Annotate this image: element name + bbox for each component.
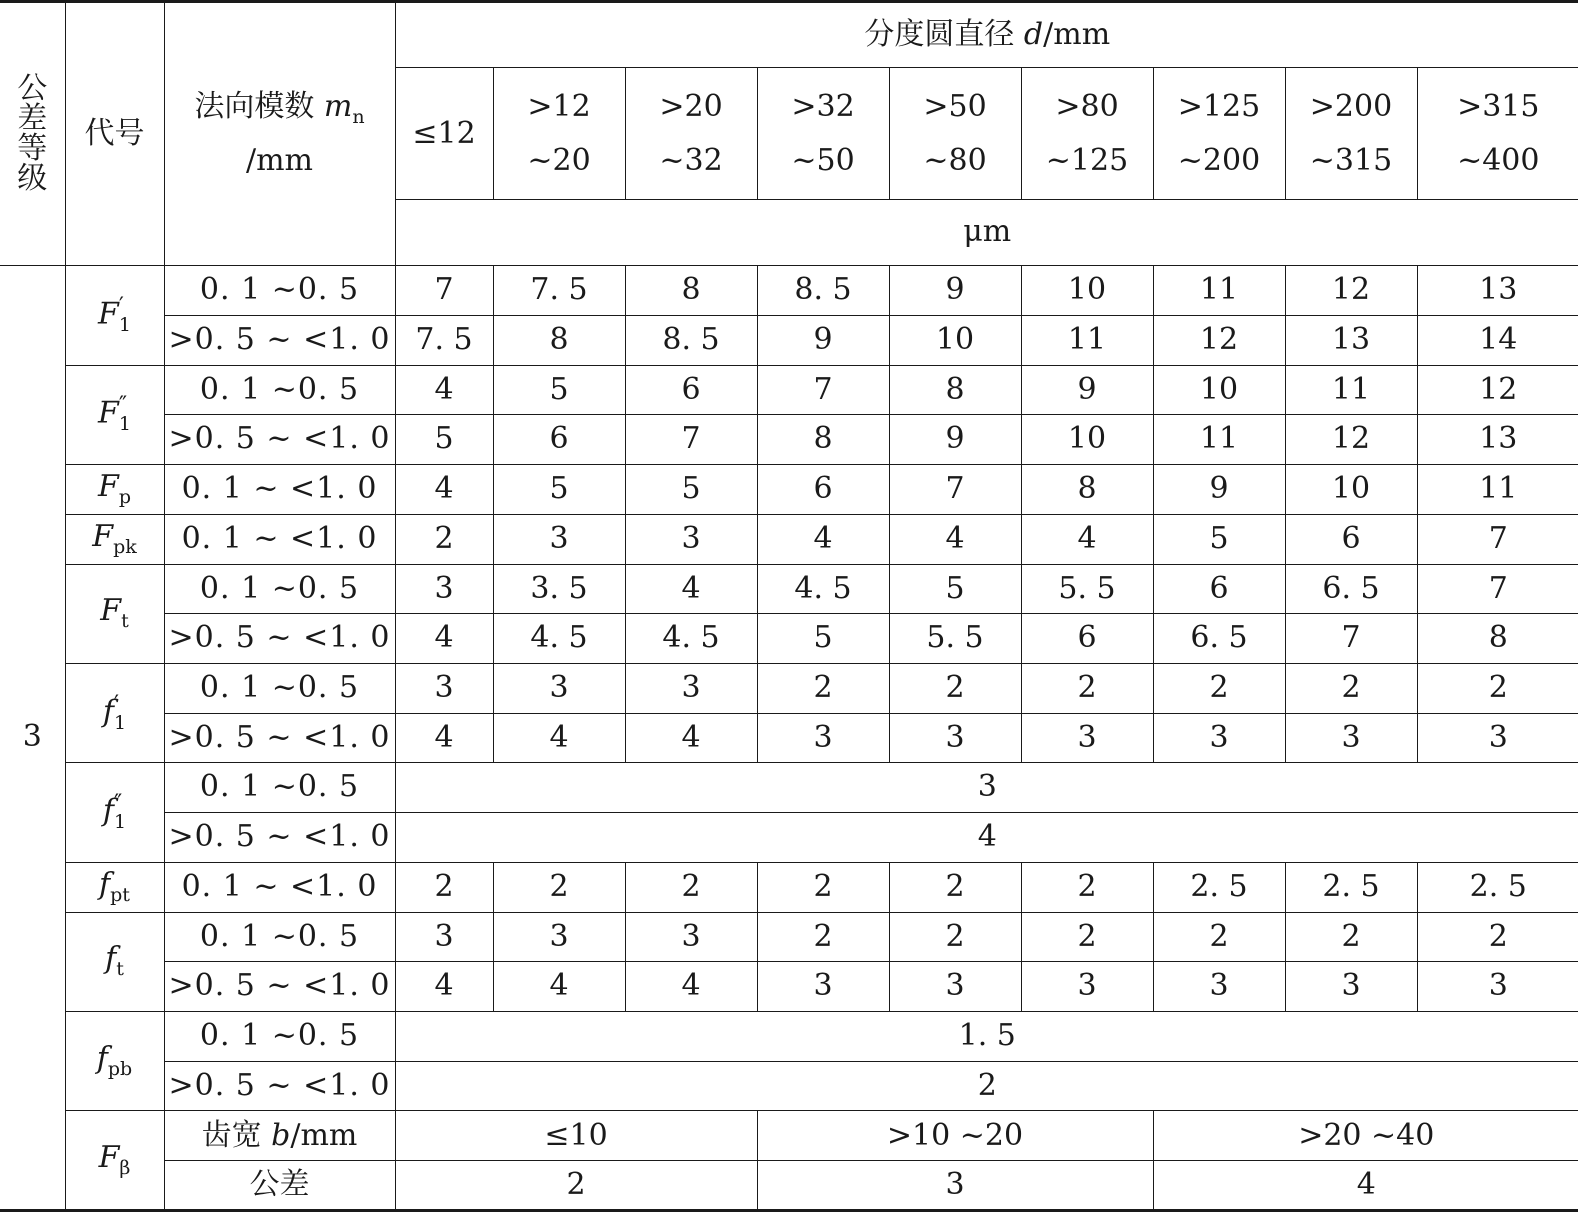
tolerance-value: 8 (493, 315, 625, 365)
tolerance-value: 3 (1153, 713, 1285, 763)
unit-row: μm (395, 199, 1578, 265)
tolerance-value: 2 (889, 912, 1021, 962)
diameter-range-lower: >32 (791, 88, 855, 124)
tolerance-value: 8 (889, 365, 1021, 415)
symbol-fpt (65, 862, 164, 912)
table-row (0, 912, 1578, 962)
tolerance-value: 4 (395, 614, 493, 664)
symbol-subscript: 1 (114, 711, 127, 734)
tolerance-value: 2. 5 (1285, 862, 1417, 912)
module-range: 0. 1 ~0. 5 (164, 912, 395, 962)
tolerance-value: 2. 5 (1417, 862, 1578, 912)
tolerance-value: 5. 5 (1021, 564, 1153, 614)
module-range: >0. 5 ~ <1. 0 (164, 1061, 395, 1111)
table-row (0, 713, 1578, 763)
module-range: >0. 5 ~ <1. 0 (164, 962, 395, 1012)
grade-header-char: 级 (17, 161, 48, 197)
module-range: >0. 5 ~ <1. 0 (164, 713, 395, 763)
tolerance-value: 6. 5 (1153, 614, 1285, 664)
diameter-range-upper: ~200 (1177, 142, 1261, 178)
tolerance-value: 11 (1021, 315, 1153, 365)
tolerance-value: 2 (395, 514, 493, 564)
module-range: 0. 1 ~0. 5 (164, 763, 395, 813)
symbol-Fb (65, 1111, 164, 1211)
symbol-subscript: pk (113, 535, 137, 558)
tolerance-value: 2 (757, 912, 889, 962)
symbol-subscript: t (121, 610, 129, 633)
module-range: 0. 1 ~0. 5 (164, 266, 395, 316)
symbol-base: f (96, 1040, 108, 1076)
tolerance-value: 12 (1285, 415, 1417, 465)
tolerance-value: 3 (889, 713, 1021, 763)
symbol-fpb (65, 1011, 164, 1110)
diameter-range-upper: ~20 (527, 142, 591, 178)
tolerance-value: 7 (889, 465, 1021, 515)
tolerance-value: 5 (889, 564, 1021, 614)
tolerance-value-merged: 4 (395, 813, 1578, 863)
table-row (0, 862, 1578, 912)
tolerance-value: 3 (625, 514, 757, 564)
tolerance-value: 3 (1021, 962, 1153, 1012)
tolerance-value: 3 (395, 564, 493, 614)
tolerance-value: 4 (625, 713, 757, 763)
tolerance-value: 2 (889, 862, 1021, 912)
tolerance-value: 13 (1417, 266, 1578, 316)
tolerance-value: 5 (395, 415, 493, 465)
tolerance-value: 7. 5 (395, 315, 493, 365)
diameter-range-lower: >315 (1457, 88, 1540, 124)
tolerance-value: 8. 5 (757, 266, 889, 316)
tolerance-value: 7 (1285, 614, 1417, 664)
tolerance-value: 3 (889, 962, 1021, 1012)
symbol-F1pp (65, 365, 164, 464)
tolerance-value: 2 (1285, 663, 1417, 713)
table-row (0, 1061, 1578, 1111)
face-width-range: >20 ~40 (1153, 1111, 1578, 1161)
tolerance-value: 6 (625, 365, 757, 415)
module-unit: /mm (245, 143, 313, 179)
helix-width-row (0, 1111, 1578, 1161)
tolerance-value: 6 (493, 415, 625, 465)
diameter-range-upper: ~315 (1309, 142, 1393, 178)
table-row (0, 415, 1578, 465)
diameter-range-lower: >80 (1055, 88, 1119, 124)
symbol-Ft (65, 564, 164, 663)
tolerance-value: 3 (1285, 962, 1417, 1012)
tolerance-value: 4. 5 (625, 614, 757, 664)
module-range: >0. 5 ~ <1. 0 (164, 315, 395, 365)
diameter-range-lower: >200 (1309, 88, 1393, 124)
tolerance-value: 3 (1021, 713, 1153, 763)
symbol-base: f (99, 866, 111, 902)
tolerance-value: 2 (1417, 663, 1578, 713)
symbol-subscript: β (119, 1156, 131, 1179)
tolerance-value-merged: 1. 5 (395, 1011, 1578, 1061)
symbol-ft (65, 912, 164, 1011)
tolerance-value: 9 (757, 315, 889, 365)
tolerance-value: 3 (1417, 713, 1578, 763)
tolerance-value: 3 (625, 912, 757, 962)
tolerance-value: 6. 5 (1285, 564, 1417, 614)
face-width-unit: /mm (290, 1117, 358, 1153)
helix-tolerance-value: 2 (395, 1161, 757, 1211)
module-range: >0. 5 ~ <1. 0 (164, 813, 395, 863)
table-row (0, 614, 1578, 664)
tolerance-value: 5 (493, 365, 625, 415)
table-row (0, 266, 1578, 316)
symbol-base: F (98, 296, 119, 332)
diameter-range-0 (395, 68, 493, 200)
tolerance-value: 9 (889, 266, 1021, 316)
tolerance-label: 公差 (164, 1161, 395, 1211)
table-row (0, 514, 1578, 564)
tolerance-value: 6 (1021, 614, 1153, 664)
tolerance-value: 2 (1153, 663, 1285, 713)
diameter-unit: /mm (1043, 16, 1111, 52)
table-row (0, 962, 1578, 1012)
diameter-range-5 (1021, 68, 1153, 200)
diameter-range-upper: ~50 (791, 142, 855, 178)
module-range: 0. 1 ~0. 5 (164, 663, 395, 713)
diameter-header (395, 2, 1578, 68)
symbol-prime: ″ (118, 393, 128, 419)
diameter-range-lower: ≤12 (412, 115, 476, 151)
tolerance-value: 4. 5 (493, 614, 625, 664)
tolerance-value: 2 (625, 862, 757, 912)
helix-tolerance-value: 3 (757, 1161, 1153, 1211)
symbol-base: f (102, 694, 114, 730)
tolerance-value: 3 (757, 713, 889, 763)
symbol-f1p (65, 663, 164, 762)
symbol-subscript: 1 (118, 413, 131, 436)
tolerance-value: 4 (625, 962, 757, 1012)
symbol-base: f (105, 941, 117, 977)
grade-header-char: 差 (17, 101, 48, 137)
diameter-range-2 (625, 68, 757, 200)
table-row (0, 365, 1578, 415)
tolerance-value: 12 (1417, 365, 1578, 415)
module-range: 0. 1 ~ <1. 0 (164, 862, 395, 912)
grade-header (0, 2, 65, 266)
helix-tolerance-row (0, 1161, 1578, 1211)
tolerance-value: 7 (625, 415, 757, 465)
table-row (0, 465, 1578, 515)
diameter-range-lower: >50 (923, 88, 987, 124)
tolerance-value: 10 (1285, 465, 1417, 515)
tolerance-value: 3 (493, 514, 625, 564)
diameter-header-label: 分度圆直径 (864, 16, 1024, 52)
tolerance-value: 2 (1285, 912, 1417, 962)
symbol-Fpk (65, 514, 164, 564)
tolerance-value: 4. 5 (757, 564, 889, 614)
grade-header-char: 公 (17, 71, 48, 107)
tolerance-value-merged: 3 (395, 763, 1578, 813)
tolerance-value: 10 (1153, 365, 1285, 415)
tolerance-value-merged: 2 (395, 1061, 1578, 1111)
module-range: >0. 5 ~ <1. 0 (164, 614, 395, 664)
tolerance-value: 11 (1417, 465, 1578, 515)
diameter-range-upper: ~32 (659, 142, 723, 178)
table-row (0, 315, 1578, 365)
tolerance-value: 6 (1153, 564, 1285, 614)
symbol-subscript: p (118, 486, 131, 508)
tolerance-value: 6 (757, 465, 889, 515)
tolerance-value: 5 (625, 465, 757, 515)
tolerance-value: 4 (395, 465, 493, 515)
tolerance-value: 3. 5 (493, 564, 625, 614)
tolerance-value: 14 (1417, 315, 1578, 365)
tolerance-value: 3 (395, 663, 493, 713)
tolerance-value: 4 (1021, 514, 1153, 564)
tolerance-value: 12 (1153, 315, 1285, 365)
symbol-subscript: 1 (114, 810, 127, 833)
tolerance-value: 4 (625, 564, 757, 614)
tolerance-value: 11 (1153, 415, 1285, 465)
tolerance-value: 3 (757, 962, 889, 1012)
table-row (0, 564, 1578, 614)
tolerance-value: 4 (889, 514, 1021, 564)
tolerance-value: 4 (493, 713, 625, 763)
symbol-Fp (65, 465, 164, 515)
symbol-subscript: pt (110, 883, 130, 906)
tolerance-value: 2 (1417, 912, 1578, 962)
diameter-range-lower: >20 (659, 88, 723, 124)
tolerance-value: 3 (395, 912, 493, 962)
tolerance-value: 3 (1285, 713, 1417, 763)
diameter-range-7 (1285, 68, 1417, 200)
tolerance-value: 8 (1021, 465, 1153, 515)
grade-value: 3 (0, 266, 65, 1211)
tolerance-value: 2 (1153, 912, 1285, 962)
table-row (0, 663, 1578, 713)
face-width-range: >10 ~20 (757, 1111, 1153, 1161)
diameter-symbol: d (1023, 16, 1044, 52)
tolerance-value: 12 (1285, 266, 1417, 316)
face-width-symbol: b (271, 1117, 291, 1153)
tolerance-value: 4 (395, 962, 493, 1012)
table-row (0, 813, 1578, 863)
tolerance-value: 7 (1417, 564, 1578, 614)
tolerance-value: 7 (395, 266, 493, 316)
tolerance-value: 3 (1153, 962, 1285, 1012)
tolerance-value: 2 (757, 862, 889, 912)
diameter-range-upper: ~125 (1045, 142, 1129, 178)
tolerance-value: 4 (395, 713, 493, 763)
symbol-prime: ′ (118, 293, 124, 319)
tolerance-value: 4 (493, 962, 625, 1012)
symbol-subscript: 1 (118, 313, 131, 336)
module-range: 0. 1 ~0. 5 (164, 365, 395, 415)
diameter-range-6 (1153, 68, 1285, 200)
diameter-range-lower: >12 (527, 88, 591, 124)
symbol-base: f (102, 793, 114, 829)
symbol-subscript: pb (107, 1057, 133, 1080)
helix-tolerance-value: 4 (1153, 1161, 1578, 1211)
tolerance-value: 7 (1417, 514, 1578, 564)
module-header-label: 法向模数 (194, 89, 324, 124)
tolerance-value: 2. 5 (1153, 862, 1285, 912)
diameter-range-3 (757, 68, 889, 200)
symbol-F1p (65, 266, 164, 365)
tolerance-value: 5 (1153, 514, 1285, 564)
diameter-range-4 (889, 68, 1021, 200)
tolerance-value: 9 (1153, 465, 1285, 515)
grade-header-char: 等 (17, 131, 48, 167)
tolerance-value: 2 (395, 862, 493, 912)
tolerance-value: 8 (625, 266, 757, 316)
face-width-label (164, 1111, 395, 1161)
tolerance-value: 4 (395, 365, 493, 415)
tolerance-value: 3 (625, 663, 757, 713)
tolerance-value: 2 (1021, 862, 1153, 912)
code-header: 代号 (65, 2, 164, 266)
symbol-base: F (100, 593, 122, 629)
module-range: 0. 1 ~ <1. 0 (164, 465, 395, 515)
module-header (164, 2, 395, 266)
tolerance-value: 11 (1285, 365, 1417, 415)
symbol-base: F (92, 518, 114, 554)
symbol-subscript: t (116, 958, 124, 981)
face-width-label-text: 齿宽 (201, 1117, 272, 1153)
tolerance-value: 2 (889, 663, 1021, 713)
tolerance-value: 13 (1417, 415, 1578, 465)
tolerance-value: 5. 5 (889, 614, 1021, 664)
module-range: >0. 5 ~ <1. 0 (164, 415, 395, 465)
diameter-range-8 (1417, 68, 1578, 200)
tolerance-value: 6 (1285, 514, 1417, 564)
tolerance-value: 7. 5 (493, 266, 625, 316)
symbol-prime: ″ (114, 791, 123, 817)
diameter-range-1 (493, 68, 625, 200)
module-range: 0. 1 ~0. 5 (164, 564, 395, 614)
symbol-base: F (98, 395, 119, 431)
tolerance-value: 3 (493, 663, 625, 713)
symbol-f1pp (65, 763, 164, 862)
tolerance-value: 9 (1021, 365, 1153, 415)
symbol-base: F (98, 469, 119, 504)
tolerance-value: 10 (889, 315, 1021, 365)
tolerance-value: 10 (1021, 266, 1153, 316)
tolerance-value: 2 (757, 663, 889, 713)
module-range: 0. 1 ~0. 5 (164, 1011, 395, 1061)
symbol-prime: ′ (114, 691, 119, 717)
tolerance-value: 13 (1285, 315, 1417, 365)
tolerance-value: 8 (757, 415, 889, 465)
symbol-base: F (98, 1139, 120, 1175)
tolerance-value: 2 (1021, 663, 1153, 713)
tolerance-value: 7 (757, 365, 889, 415)
tolerance-value: 5 (757, 614, 889, 664)
diameter-range-lower: >125 (1177, 88, 1261, 124)
table-row (0, 1011, 1578, 1061)
table-row (0, 763, 1578, 813)
tolerance-value: 3 (1417, 962, 1578, 1012)
module-symbol: $m_n$ (323, 89, 365, 128)
tolerance-value: 5 (493, 465, 625, 515)
tolerance-value: 11 (1153, 266, 1285, 316)
face-width-range: ≤10 (395, 1111, 757, 1161)
tolerance-value: 3 (493, 912, 625, 962)
tolerance-value: 10 (1021, 415, 1153, 465)
diameter-range-upper: ~400 (1457, 142, 1540, 178)
tolerance-value: 9 (889, 415, 1021, 465)
tolerance-value: 8 (1417, 614, 1578, 664)
tolerance-value: 2 (493, 862, 625, 912)
tolerance-value: 8. 5 (625, 315, 757, 365)
tolerance-value: 4 (757, 514, 889, 564)
diameter-range-upper: ~80 (923, 142, 987, 178)
tolerance-value: 2 (1021, 912, 1153, 962)
module-range: 0. 1 ~ <1. 0 (164, 514, 395, 564)
